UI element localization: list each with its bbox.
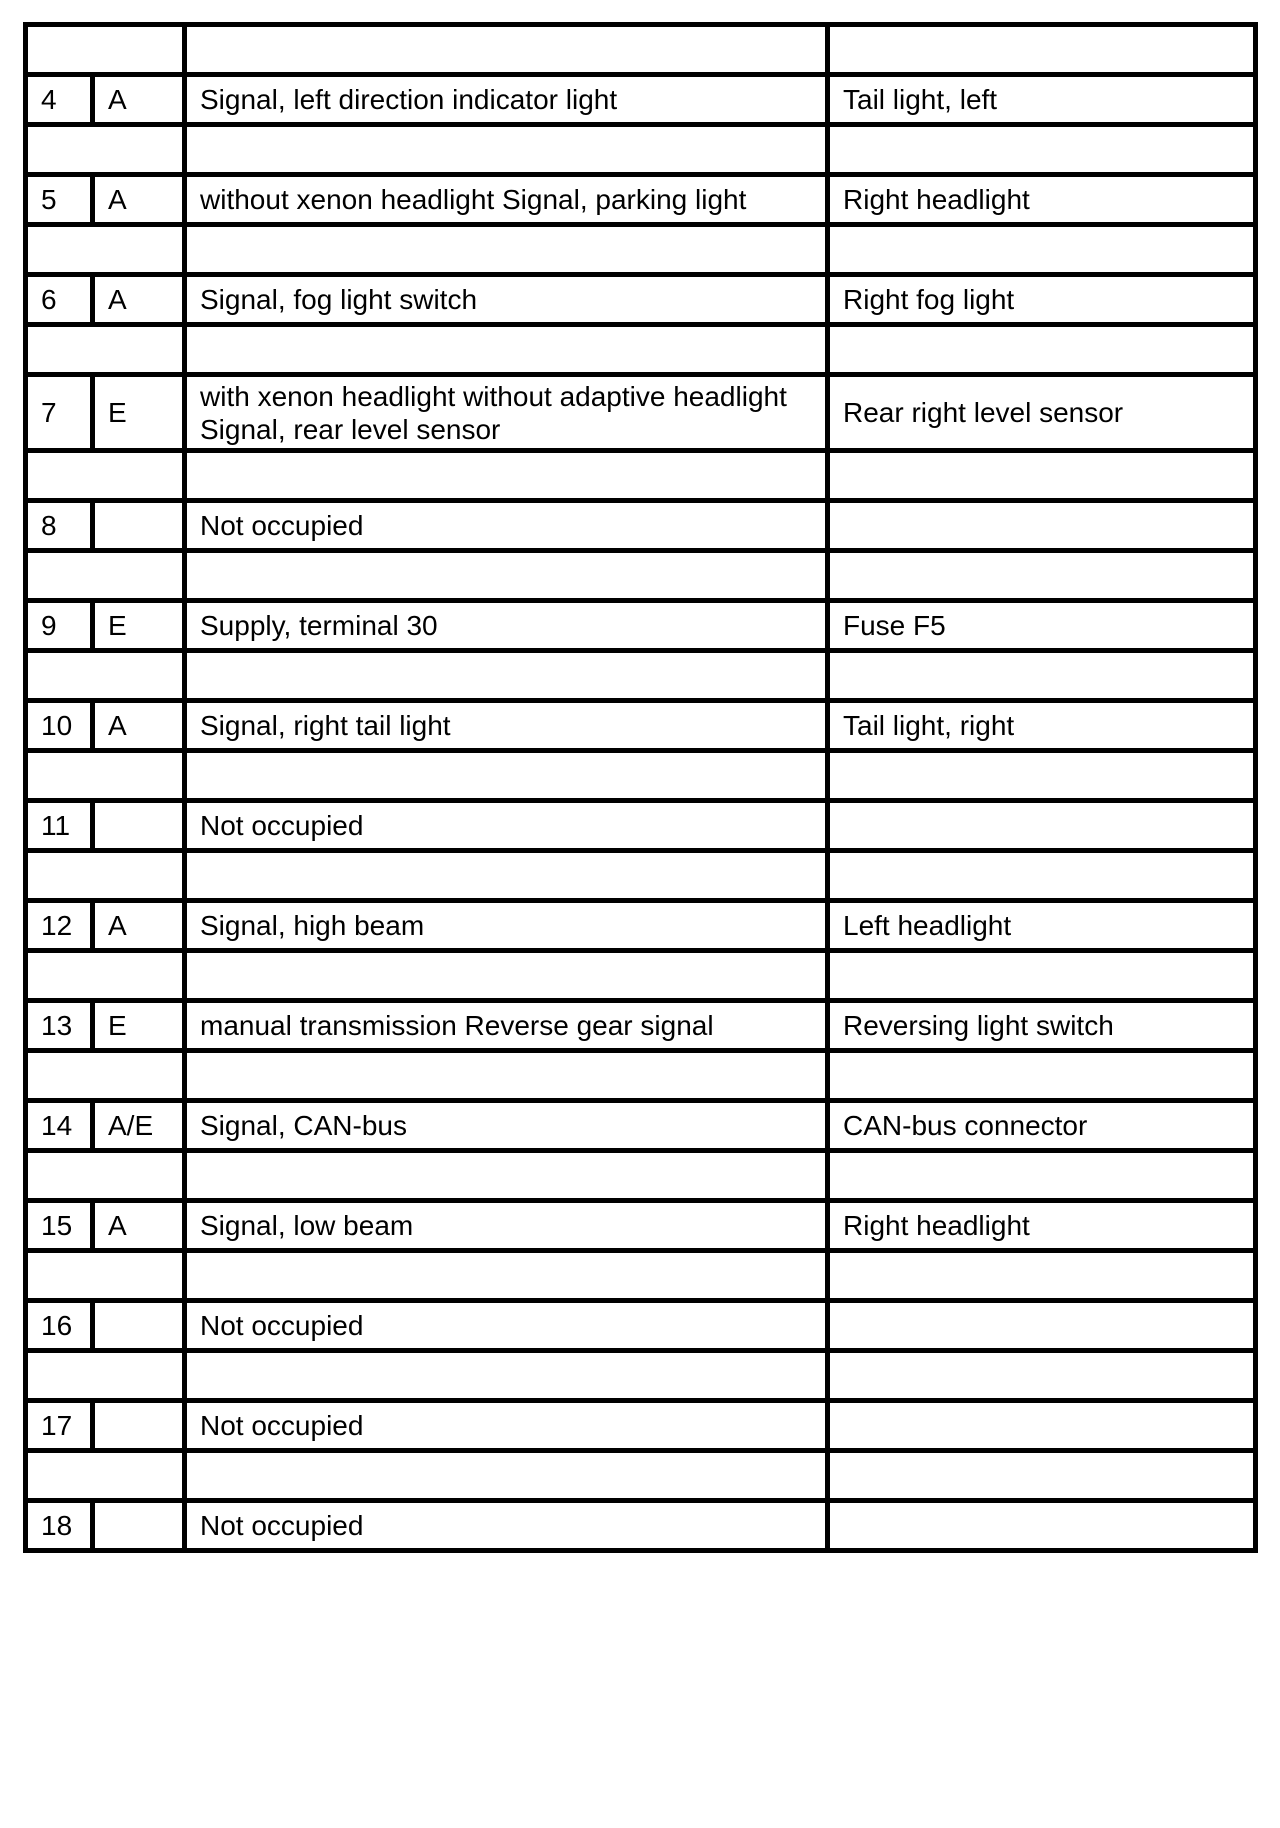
empty-cell [185,751,828,801]
description-cell: Signal, CAN-bus [185,1101,828,1151]
empty-cell [828,851,1256,901]
connection-cell [828,801,1256,851]
empty-cell [26,1051,185,1101]
connection-cell: Left headlight [828,901,1256,951]
empty-cell [26,451,185,501]
pin-number-cell: 7 [26,375,93,451]
description-cell: Signal, left direction indicator light [185,75,828,125]
connection-cell: Right headlight [828,1201,1256,1251]
table-row [26,701,1256,751]
empty-cell [185,451,828,501]
empty-cell [185,851,828,901]
empty-cell [185,1251,828,1301]
empty-cell [26,125,185,175]
empty-cell [185,1451,828,1501]
signal-type-cell [93,1401,185,1451]
table-row [26,601,1256,651]
table-row [26,1301,1256,1351]
empty-cell [26,1151,185,1201]
pin-number-cell: 4 [26,75,93,125]
empty-cell [828,325,1256,375]
signal-type-cell: A [93,1201,185,1251]
connection-cell: CAN-bus connector [828,1101,1256,1151]
table-row [26,275,1256,325]
empty-cell [828,1351,1256,1401]
spacer-row [26,851,1256,901]
description-cell: Signal, right tail light [185,701,828,751]
empty-cell [828,125,1256,175]
empty-cell [26,1351,185,1401]
table-row [26,1001,1256,1051]
empty-cell [185,951,828,1001]
pin-number-cell: 9 [26,601,93,651]
description-cell: manual transmission Reverse gear signal [185,1001,828,1051]
table-row [26,1401,1256,1451]
empty-cell [26,25,185,75]
header-row [26,25,1256,75]
empty-cell [185,651,828,701]
signal-type-cell: A [93,175,185,225]
pin-number-cell: 17 [26,1401,93,1451]
empty-cell [185,551,828,601]
pin-number-cell: 6 [26,275,93,325]
empty-cell [828,751,1256,801]
table-row [26,901,1256,951]
empty-cell [185,1051,828,1101]
spacer-row [26,651,1256,701]
pin-number-cell: 15 [26,1201,93,1251]
signal-type-cell [93,801,185,851]
description-cell: with xenon headlight without adaptive headlight Signal, rear level sensor [185,375,828,451]
empty-cell [26,1451,185,1501]
connection-cell: Rear right level sensor [828,375,1256,451]
pin-assignment-table [23,22,1258,1553]
empty-cell [828,1251,1256,1301]
pin-number-cell: 14 [26,1101,93,1151]
empty-cell [185,125,828,175]
description-cell: Not occupied [185,501,828,551]
empty-cell [828,25,1256,75]
pin-number-cell: 13 [26,1001,93,1051]
table-body [26,25,1256,1551]
spacer-row [26,1151,1256,1201]
empty-cell [26,1251,185,1301]
empty-cell [26,325,185,375]
signal-type-cell: E [93,1001,185,1051]
signal-type-cell: A [93,701,185,751]
connection-cell: Tail light, right [828,701,1256,751]
description-cell: Signal, fog light switch [185,275,828,325]
connection-cell [828,1501,1256,1551]
spacer-row [26,1451,1256,1501]
signal-type-cell [93,501,185,551]
signal-type-cell: E [93,375,185,451]
connection-cell [828,1401,1256,1451]
pin-number-cell: 11 [26,801,93,851]
empty-cell [185,25,828,75]
pin-number-cell: 18 [26,1501,93,1551]
table-row [26,1201,1256,1251]
empty-cell [185,225,828,275]
empty-cell [828,551,1256,601]
connection-cell [828,501,1256,551]
spacer-row [26,225,1256,275]
empty-cell [26,951,185,1001]
pin-number-cell: 8 [26,501,93,551]
description-cell: Not occupied [185,1301,828,1351]
table-row [26,1101,1256,1151]
empty-cell [185,1351,828,1401]
spacer-row [26,1051,1256,1101]
signal-type-cell [93,1301,185,1351]
table-row [26,501,1256,551]
table-row [26,801,1256,851]
pin-number-cell: 12 [26,901,93,951]
description-cell: without xenon headlight Signal, parking light [185,175,828,225]
connection-cell: Reversing light switch [828,1001,1256,1051]
connection-cell: Fuse F5 [828,601,1256,651]
signal-type-cell: A/E [93,1101,185,1151]
description-cell: Signal, low beam [185,1201,828,1251]
signal-type-cell: E [93,601,185,651]
empty-cell [26,751,185,801]
signal-type-cell: A [93,275,185,325]
signal-type-cell: A [93,75,185,125]
table-row [26,1501,1256,1551]
empty-cell [828,951,1256,1001]
empty-cell [185,1151,828,1201]
spacer-row [26,325,1256,375]
spacer-row [26,751,1256,801]
connection-cell: Right headlight [828,175,1256,225]
empty-cell [185,325,828,375]
table-row [26,75,1256,125]
spacer-row [26,1351,1256,1401]
empty-cell [828,1051,1256,1101]
description-cell: Not occupied [185,801,828,851]
table-row [26,175,1256,225]
empty-cell [26,851,185,901]
empty-cell [26,551,185,601]
spacer-row [26,125,1256,175]
description-cell: Not occupied [185,1501,828,1551]
description-cell: Not occupied [185,1401,828,1451]
spacer-row [26,551,1256,601]
spacer-row [26,951,1256,1001]
empty-cell [26,225,185,275]
table-row [26,375,1256,451]
connection-cell: Right fog light [828,275,1256,325]
pin-number-cell: 5 [26,175,93,225]
empty-cell [828,651,1256,701]
spacer-row [26,451,1256,501]
pin-number-cell: 10 [26,701,93,751]
description-cell: Signal, high beam [185,901,828,951]
empty-cell [828,451,1256,501]
pin-number-cell: 16 [26,1301,93,1351]
connection-cell: Tail light, left [828,75,1256,125]
description-cell: Supply, terminal 30 [185,601,828,651]
signal-type-cell: A [93,901,185,951]
empty-cell [828,225,1256,275]
empty-cell [828,1451,1256,1501]
connection-cell [828,1301,1256,1351]
signal-type-cell [93,1501,185,1551]
spacer-row [26,1251,1256,1301]
empty-cell [26,651,185,701]
empty-cell [828,1151,1256,1201]
